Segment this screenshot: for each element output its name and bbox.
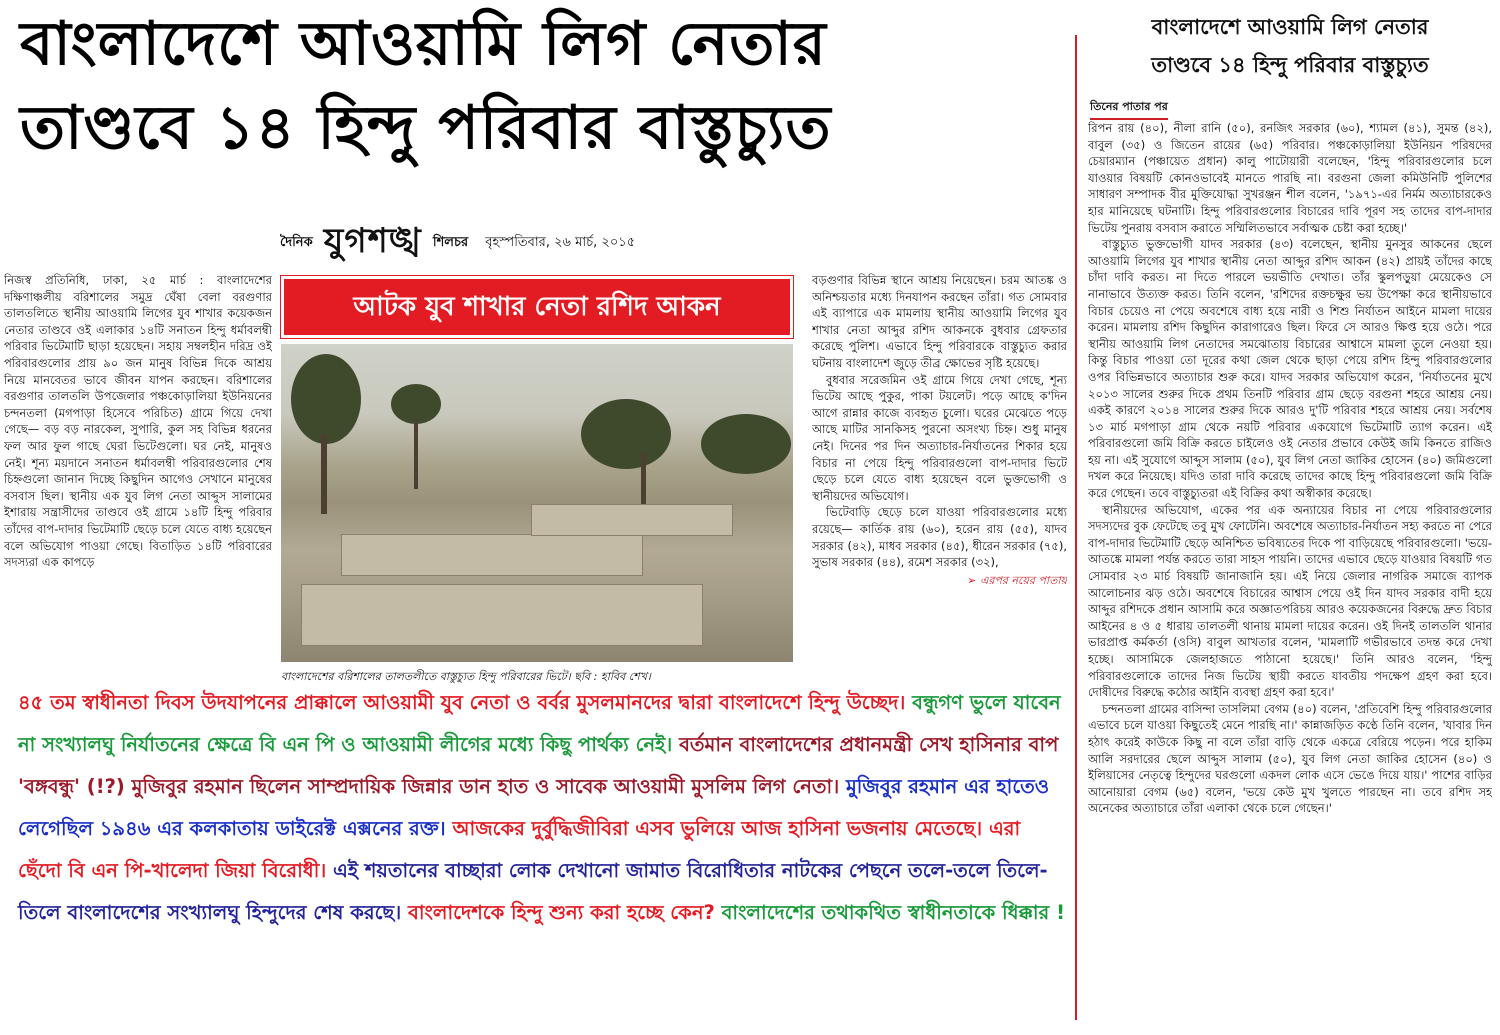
continued-from-label: তিনের পাতার পর xyxy=(1090,98,1168,120)
masthead-city: শিলচর xyxy=(432,235,469,250)
article-paragraph: স্থানীয়দের অভিযোগ, একের পর এক অন্যায়ের বিচার না পেয়ে পরিবারগুলোর সদস্যদের বুক ফেটেছে তবু মুখ ফোটেনি। অবশেষে অত্যাচার-নির্যাতন সহ্য করতে না পেরে বাপ-দাদার ভিটেমাটি ছেড়ে অনিশ্চিত ভবিষ্যতের দিকে পা বাড়িয়েছে পরিবারগুলো। 'ভয়ে-আতঙ্কে মামলা পর্যন্ত করতে তারা সাহস পায়নি। তাদের এভাবে ছেড়ে যাওয়ার বিষয়টি গত সোমবার ২৩ মার্চ বিষয়টি জানাজানি হয়। এই নিয়ে জেলার নাগরিক সমাজে ব্যাপক আলোচনার ঝড় ওঠে। অবশেষে বিচারের আশ্বাস পেয়ে ওই দিন যাদব সরকার বাদী হয়ে আব্দুর রশিদকে প্রধান আসামি করে অজ্ঞাতপরিচয় আরও কয়েকজনের বিরুদ্ধে দ্রুত বিচার আইনের ৪ ও ৫ ধারায় তালতলী থানায় মামলা দায়ের করেন। ওই দিনই তালতলি থানার ভারপ্রাপ্ত কর্মকর্তা (ওসি) বাবুল আখতার বলেন, 'মামলাটি গভীরভাবে তদন্ত করে দেখা হচ্ছে। আসামিকে জেলহাজতে পাঠানো হয়েছে।' তিনি আরও বলেন, 'হিন্দু পরিবারগুলোকে তাদের নিজ ভিটেয় স্থায়ী করতে যাবতীয় পদক্ষেপ গ্রহণ করা হবে। দোষীদের বিরুদ্ধে কঠোর আইনি ব্যবস্থা গ্রহণ করা হবে।' xyxy=(1088,502,1492,700)
tree-trunk xyxy=(321,434,327,514)
sidebar-title xyxy=(1090,8,1490,84)
ruined-floor-slab xyxy=(531,504,733,536)
article-middle-column xyxy=(812,272,1067,677)
commentary-sentence: বাংলাদেশকে হিন্দু শুন্য করা হচ্ছে কেন? xyxy=(408,901,715,924)
tree-shape xyxy=(581,399,671,469)
commentary-sentence: আজকের দুর্বুদ্ধিজীবিরা এসব ভুলিয়ে আজ হাসিনা ভজনায় মেতেছে। এরা ছেঁদো বি এন পি-খালেদা জিয়া বিরোধী। xyxy=(18,817,1021,882)
article-paragraph: ভিটেবাড়ি ছেড়ে চলে যাওয়া পরিবারগুলোর মধ্যে রয়েছে— কার্তিক রায় (৬০), হরেন রায় (৫৫), যাদব সরকার (৪২), মাধব সরকার (৪৫), ধীরেন সরকার (৭৫), সুভাষ সরকার (৪৪), রমেশ সরকার (৩২), xyxy=(812,505,1067,570)
headline-line-2: তাণ্ডবে ১৪ হিন্দু পরিবার বাস্তুচ্যুত xyxy=(20,93,832,163)
commentary-sentence: মুজিবুর রহমান এর হাতেও লেগেছিল ১৯৪৬ এর কলকাতায় ডাইরেক্ট এক্সনের রক্ত। xyxy=(18,775,1050,840)
newspaper-masthead xyxy=(280,215,800,261)
masthead-date: বৃহস্পতিবার, ২৬ মার্চ, ২০১৫ xyxy=(485,235,636,250)
commentary-sentence: বন্ধুগণ ভুলে যাবেন না সংখ্যালঘু নির্যাতনের ক্ষেত্রে বি এন পি ও আওয়ামী লীগের মধ্যে কিছু পার্থক্য নেই। xyxy=(18,691,1061,756)
article-paragraph: বড়গুণার বিভিন্ন স্থানে আশ্রয় নিয়েছেন। চরম আতঙ্ক ও অনিশ্চয়তার মধ্যে দিনযাপন করছেন তাঁরা। গত সোমবার এই ব্যাপারে এক মামলায় স্থানীয় আওয়ামি লিগের যুব শাখার নেতা আব্দুর রশিদ আকনকে বুধবার গ্রেফতার করেছে পুলিশ। এভাবে হিন্দু পরিবারকে বাস্তুচ্যুত করার ঘটনায় বাংলাদেশ জুড়ে তীব্র ক্ষোভের সৃষ্টি হয়েছে। xyxy=(812,273,1067,370)
photo-caption: বাংলাদেশের বরিশালের তালতলীতে বাস্তুচ্যুত হিন্দু পরিবারের ভিটে। ছবি : হাবিব শেখ। xyxy=(281,670,651,683)
column-divider xyxy=(1075,35,1077,1020)
tree-shape xyxy=(391,384,441,424)
headline-line-1: বাংলাদেশে আওয়ামি লিগ নেতার xyxy=(20,9,827,79)
masthead-brand: যুগশঙ্খ xyxy=(323,221,422,261)
commentary-sentence: ৪৫ তম স্বাধীনতা দিবস উদযাপনের প্রাক্কালে আওয়ামী যুব নেতা ও বর্বর মুসলমানদের দ্বারা বাংলাদেশে হিন্দু উচ্ছেদ। xyxy=(18,691,906,714)
article-paragraph: নিজস্ব প্রতিনিধি, ঢাকা, ২৫ মার্চ : বাংলাদেশের দক্ষিণাঞ্চলীয় বরিশালের সমুদ্র ঘেঁষা বেলা বরগুণার তালতলিতে স্থানীয় আওয়ামি লিগের যুব শাখার কয়েকজন নেতার তাণ্ডবে ওই এলাকার ১৪টি সনাতন হিন্দু ধর্মাবলম্বী পরিবার ভিটেমাটি ছাড়া হয়েছেন। সহায় সম্বলহীন দরিদ্র ওই পরিবারগুলোর প্রায় ৯০ জন মানুষ বিভিন্ন দিকে আশ্রয় নিয়ে মানবেতর ভাবে জীবন যাপন করছেন। বরিশালের বরগুণার তালতলি উপজেলার পঞ্চকোড়ালিয়া ইউনিয়নের চন্দনতলা (মগপাড়া হিসেবে পরিচিত) গ্রামে গিয়ে দেখা গেছে— বড় বড় নারকেল, সুপারি, কুল সহ বিভিন্ন ধরনের ফল আর ফুল গাছে ঘেরা ভিটেগুলো। ঘর নেই, মানুষও নেই। শূন্য ময়দানে সনাতন ধর্মাবলম্বী পরিবারগুলোর শেষ চিহ্নগুলো জানান দিচ্ছে কিছুদিন আগেও সেখানে মানুষের বসবাস ছিল। স্থানীয় এক যুব লিগ নেতা আব্দুস সালামের ইশারায় সন্ত্রাসীদের তাণ্ডবে ওই গ্রামে ১৪টি হিন্দু পরিবার তাঁদের বাপ-দাদার ভিটেমাটি ছেড়ে চলে যেতে বাধ্য হয়েছেন বলে অভিযোগ পাওয়া গেছে। বিতাড়িত ১৪টি পরিবারের সদস্যরা এক কাপড়ে xyxy=(4,273,272,570)
article-paragraph: বাস্তুচ্যুত ভুক্তভোগী যাদব সরকার (৪৩) বলেছেন, স্থানীয় মুনসুর আকনের ছেলে আওয়ামি লিগের যুব শাখার স্থানীয় নেতা আব্দুর রশিদ আকন (৪২) প্রায়ই তাঁদের কাছে চাঁদা দাবি করত। না দিতে পারলে ভয়ভীতি দেখাত। তাঁর স্কুলপড়ুয়া মেয়েকেও সে নানাভাবে উত্যক্ত করত। তিনি বলেন, 'রশিদের রক্তচক্ষুর ভয় উপেক্ষা করে স্থানীয়ভাবে বিচার চেয়েও না পেয়ে অবশেষে বাধ্য হয়ে নারী ও শিশু নির্যাতন আইনে মামলা দায়ের করেন। মামলায় রশিদ কিছুদিন কারাগারেও ছিল। ফিরে সে আরও ক্ষিপ্ত হয়ে ওঠে। পরে স্থানীয় আওয়ামি লিগ নেতাদের সমঝোতায় বিচারের আশ্বাসে মামলা তুলে নেওয়া হয়। কিন্তু বিচার পাওয়া তো দূরের কথা জেল থেকে ছাড়া পেয়ে রশিদ হিন্দু পরিবারগুলোর ওপর বিভিন্নভাবে অত্যাচার শুরু করে। যাদব সরকার অভিযোগ করেন, 'নির্যাতনের মুখে ২০১৩ সালের শুরুর দিকে প্রথম তিনটি পরিবার গ্রাম ছেড়ে বরগুনা শহরে আশ্রয় নেয়। একই কারণে ২০১৪ সালের শুরুর দিকে আরও দু'টি পরিবার শহরে আশ্রয় নেয়। সর্বশেষ ১৩ মার্চ মগপাড়া গ্রাম থেকে নয়টি পরিবার একযোগে ভিটেমাটি ত্যাগ করেন। এই পরিবারগুলো জমি বিক্রি করতে চাইলেও ওই নেতার প্রভাবে কেউই জমি কিনতে রাজিও হয় না। এই সুযোগে আব্দুস সালাম (৫০), যুব লিগ নেতা জাকির হোসেন (৪০) জমিগুলো দখল করে নিয়েছে। যদিও তারা দাবি করেছে তাদের কাছে হিন্দু পরিবারগুলো জমি বিক্রি করে গেছেন। তবে বাস্তুচ্যুতরা এই বিক্রির কথা অস্বীকার করেছে। xyxy=(1088,237,1492,501)
article-paragraph: বুধবার সরেজমিন ওই গ্রামে গিয়ে দেখা গেছে, শূন্য ভিটেয় আছে পুকুর, পাকা টয়লেট। পড়ে আছে ক'দিন আগে রান্নার কাজে ব্যবহৃত চুলো। ঘরের মেঝেতে পড়ে আছে মাটির সানকিসহ পুরনো অসংখ্য চিহ্ন। শুধু মানুষ নেই। দিনের পর দিন অত্যাচার-নির্যাতনের শিকার হয়ে বিচার না পেয়ে হিন্দু পরিবারগুলো বাপ-দাদার ভিটে ছেড়ে চলে যেতে বাধ্য হয়েছেন বলে ভুক্তভোগী ও স্থানীয়দের অভিযোগ। xyxy=(812,372,1067,503)
article-paragraph: চন্দনতলা গ্রামের বাসিন্দা তাসলিমা বেগম (৪০) বলেন, 'প্রতিবেশি হিন্দু পরিবারগুলোর এভাবে চলে যাওয়া কিছুতেই মেনে পারছি না।' কান্নাজড়িত কণ্ঠে তিনি বলেন, 'যাবার দিন হঠাৎ করেই কাউকে কিছু না বলে তাঁরা বাড়ি থেকে একত্রে বেরিয়ে পড়েন। পরে হাকিম আলি সরদারের ছেলে আব্দুস সালাম (৫০), যুব লিগ নেতা জাকির হোসেন (৪০) ও ইলিয়াসের নেতৃত্বে হিন্দুদের ঘরগুলো একদল লোক এসে ভেঙে দিয়ে যায়।' পাশের বাড়ির আনোয়ারা বেগম (৬৫) বলেন, 'ভয়ে কেউ মুখ খুলতে পারছেন না। তবে রশিদ সহ অনেকের অত্যাচারে তাঁরা এলাকা থেকে চলে গেছেন।' xyxy=(1088,701,1492,816)
sidebar-title-line-2: তাণ্ডবে ১৪ হিন্দু পরিবার বাস্তুচ্যুত xyxy=(1151,53,1429,77)
commentary-block xyxy=(18,682,1068,934)
news-photo xyxy=(281,344,793,662)
subheadline-banner: আটক যুব শাখার নেতা রশিদ আকন xyxy=(281,276,793,338)
article-left-column xyxy=(4,272,272,677)
commentary-sentence: বর্তমান বাংলাদেশের প্রধানমন্ত্রী সেখ হাসিনার বাপ 'বঙ্গবন্ধু' (!?) মুজিবুর রহমান ছিলেন সাম্প্রদায়িক জিন্নার ডান হাত ও সাবেক আওয়ামী মুসলিম লিগ নেতা। xyxy=(18,733,1059,798)
tree-shape xyxy=(291,354,361,444)
masthead-prefix: দৈনিক xyxy=(280,235,313,250)
article-paragraph: রিপন রায় (৪০), নীলা রানি (৫০), রনজিৎ সরকার (৬০), শ্যামল (৪১), সুমন্ত (৪২), বাবুল (৩৫) ও জিতেন রায়ের (৬৫) পরিবার। পঞ্চকোড়ালিয়া ইউনিয়ন পরিষদের চেয়ারম্যান (পঞ্চায়েত প্রধান) কালু পাটোয়ারী বলেছেন, 'হিন্দু পরিবারগুলোর চলে যাওয়ার বিষয়টি কোনওভাবেই মানতে পারছি না। বরগুনা জেলা কমিউনিটি পুলিশের সাধারণ সম্পাদক বীর মুক্তিযোদ্ধা সুখরঞ্জন শীল বলেন, '১৯৭১-এর নির্মম অত্যাচারকেও হার মানিয়েছে ঘটনাটি। হিন্দু পরিবারগুলোর বিচারের দাবি পূরণ সহ তাদের বাপ-দাদার ভিটেয় পুনরায় বসবাস করাতে সম্মিলিতভাবে সর্বাত্মক চেষ্টা করা হচ্ছে।' xyxy=(1088,121,1492,235)
photo-section xyxy=(281,276,793,687)
sidebar-title-line-1: বাংলাদেশে আওয়ামি লিগ নেতার xyxy=(1151,15,1429,39)
ruined-floor-slab xyxy=(301,584,703,646)
commentary-sentence: বাংলাদেশের তথাকথিত স্বাধীনতাকে ধিক্কার ! xyxy=(721,901,1065,924)
continued-on-page-link[interactable]: ➢ এরপর নয়ের পাতায় xyxy=(967,573,1067,587)
tree-trunk xyxy=(414,419,418,489)
main-headline xyxy=(20,2,1070,170)
ruined-floor-slab xyxy=(341,534,643,576)
commentary-sentence: এই শয়তানের বাচ্ছারা লোক দেখানো জামাত বিরোধিতার নাটকের পেছনে তলে-তলে তিলে-তিলে বাংলাদেশের সংখ্যালঘু হিন্দুদের শেষ করছে। xyxy=(18,859,1048,924)
tree-shape xyxy=(701,414,791,474)
sidebar-article xyxy=(1088,120,1492,1025)
